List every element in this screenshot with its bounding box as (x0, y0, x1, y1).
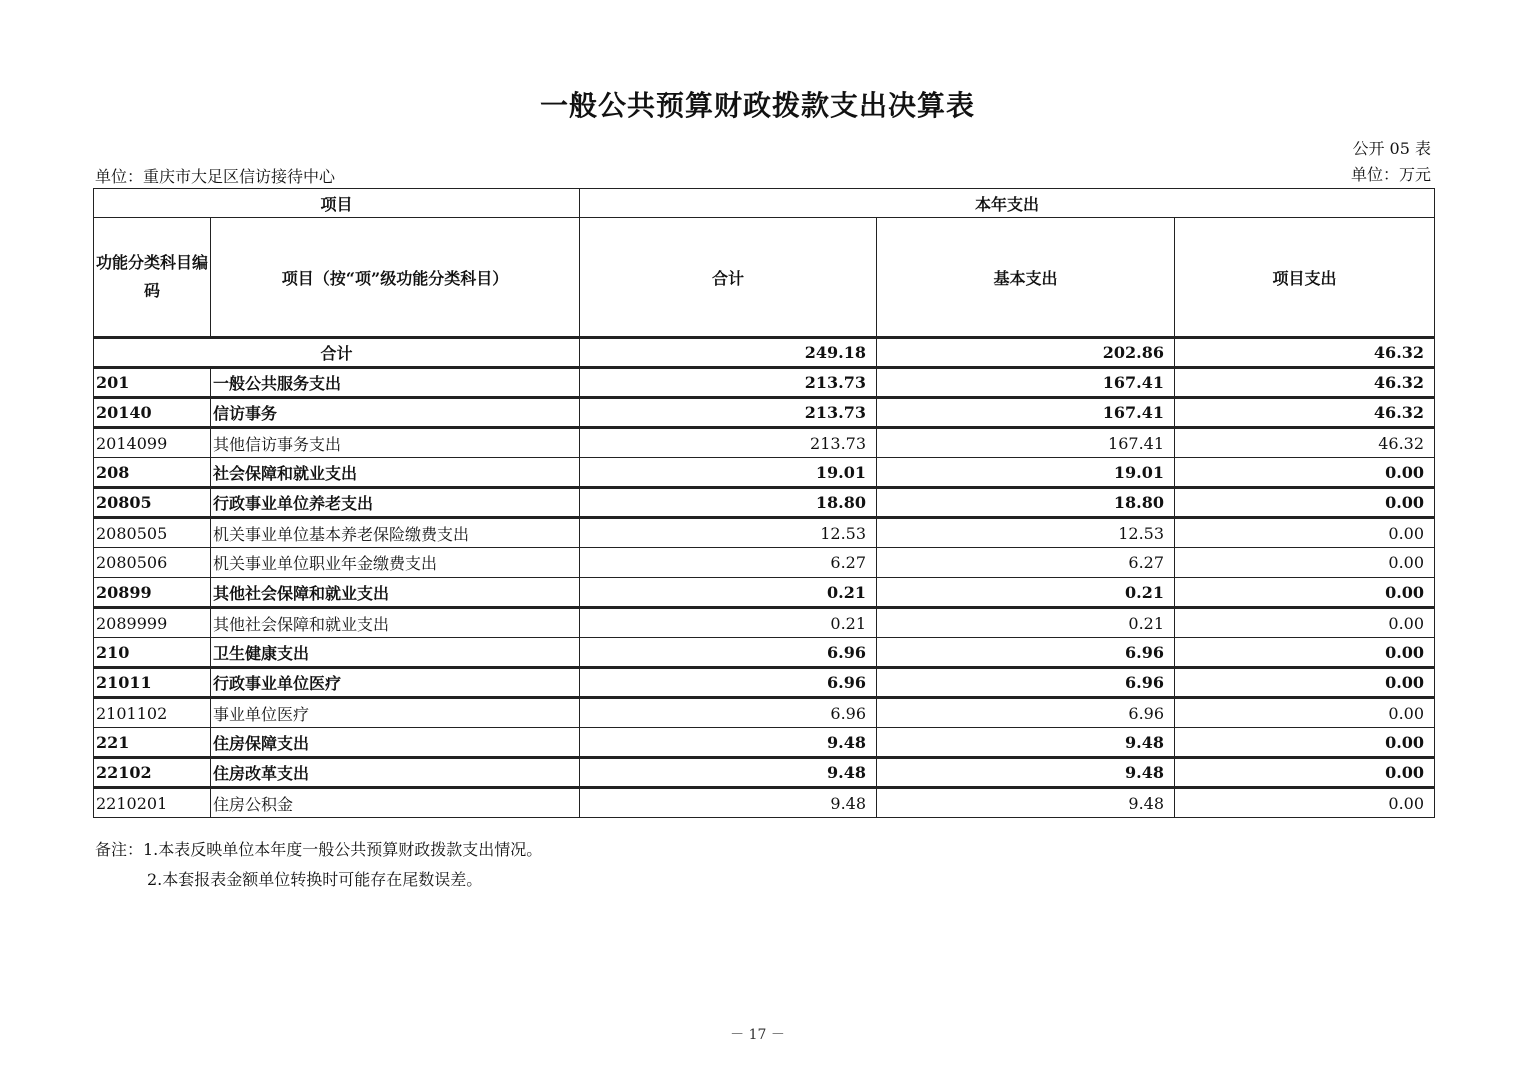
row-code: 201 (94, 368, 211, 398)
unit-currency: 单位：万元 (1350, 165, 1431, 184)
row-total: 9.48 (580, 788, 877, 818)
row-project: 46.32 (1175, 398, 1435, 428)
row-total: 0.21 (580, 608, 877, 638)
header-basic: 基本支出 (877, 218, 1175, 338)
row-name: 行政事业单位养老支出 (211, 488, 580, 518)
total-row (94, 338, 1435, 368)
row-project: 0.00 (1175, 488, 1435, 518)
row-name: 信访事务 (211, 398, 580, 428)
row-total: 213.73 (580, 368, 877, 398)
row-basic: 9.48 (877, 728, 1175, 758)
expenditure-table (93, 188, 1435, 818)
row-code: 2210201 (94, 788, 211, 818)
table-id-label: 公开 05 表 (1352, 139, 1431, 158)
row-code: 2089999 (94, 608, 211, 638)
row-project: 0.00 (1175, 638, 1435, 668)
row-total: 6.96 (580, 668, 877, 698)
row-project: 0.00 (1175, 758, 1435, 788)
total-basic: 202.86 (877, 338, 1175, 368)
table-row (94, 578, 1435, 608)
row-total: 6.27 (580, 548, 877, 578)
header-annual-expenditure: 本年支出 (580, 189, 1435, 218)
table-row (94, 758, 1435, 788)
page-title: 一般公共预算财政拨款支出决算表 (539, 89, 975, 122)
table-row (94, 368, 1435, 398)
table-row (94, 698, 1435, 728)
row-code: 2080505 (94, 518, 211, 548)
row-project: 0.00 (1175, 728, 1435, 758)
table-row (94, 428, 1435, 458)
header-item: 项目（按“项”级功能分类科目） (211, 218, 580, 338)
row-total: 9.48 (580, 728, 877, 758)
row-total: 6.96 (580, 638, 877, 668)
page-number: － 17 － (730, 1027, 785, 1043)
header-total: 合计 (580, 218, 877, 338)
row-code: 210 (94, 638, 211, 668)
row-basic: 167.41 (877, 428, 1175, 458)
row-name: 住房改革支出 (211, 758, 580, 788)
row-code: 2080506 (94, 548, 211, 578)
row-basic: 6.96 (877, 638, 1175, 668)
row-project: 0.00 (1175, 578, 1435, 608)
table-row (94, 638, 1435, 668)
row-code: 208 (94, 458, 211, 488)
header-project-expenditure: 项目支出 (1175, 218, 1435, 338)
row-project: 0.00 (1175, 788, 1435, 818)
row-basic: 19.01 (877, 458, 1175, 488)
row-name: 住房保障支出 (211, 728, 580, 758)
table-row (94, 488, 1435, 518)
row-name: 事业单位医疗 (211, 698, 580, 728)
note-line-1: 备注：1.本表反映单位本年度一般公共预算财政拨款支出情况。 (95, 840, 543, 859)
row-basic: 6.96 (877, 698, 1175, 728)
table-row (94, 458, 1435, 488)
unit-organization: 单位：重庆市大足区信访接待中心 (95, 167, 336, 186)
row-basic: 167.41 (877, 398, 1175, 428)
total-sum: 249.18 (580, 338, 877, 368)
note-line-2: 2.本套报表金额单位转换时可能存在尾数误差。 (147, 870, 483, 889)
row-project: 0.00 (1175, 548, 1435, 578)
row-name: 住房公积金 (211, 788, 580, 818)
row-name: 其他信访事务支出 (211, 428, 580, 458)
row-total: 0.21 (580, 578, 877, 608)
table-row (94, 788, 1435, 818)
row-basic: 6.27 (877, 548, 1175, 578)
row-total: 19.01 (580, 458, 877, 488)
row-name: 一般公共服务支出 (211, 368, 580, 398)
row-project: 0.00 (1175, 518, 1435, 548)
row-name: 机关事业单位职业年金缴费支出 (211, 548, 580, 578)
table-row (94, 548, 1435, 578)
row-name: 行政事业单位医疗 (211, 668, 580, 698)
row-project: 0.00 (1175, 608, 1435, 638)
row-basic: 18.80 (877, 488, 1175, 518)
row-project: 0.00 (1175, 698, 1435, 728)
row-code: 22102 (94, 758, 211, 788)
row-name: 机关事业单位基本养老保险缴费支出 (211, 518, 580, 548)
row-name: 其他社会保障和就业支出 (211, 578, 580, 608)
row-code: 20140 (94, 398, 211, 428)
table-row (94, 398, 1435, 428)
total-project: 46.32 (1175, 338, 1435, 368)
row-project: 46.32 (1175, 368, 1435, 398)
row-total: 9.48 (580, 758, 877, 788)
row-total: 6.96 (580, 698, 877, 728)
row-code: 20805 (94, 488, 211, 518)
row-project: 0.00 (1175, 458, 1435, 488)
row-code: 2101102 (94, 698, 211, 728)
row-name: 卫生健康支出 (211, 638, 580, 668)
row-code: 2014099 (94, 428, 211, 458)
row-basic: 0.21 (877, 578, 1175, 608)
row-basic: 9.48 (877, 758, 1175, 788)
row-total: 213.73 (580, 398, 877, 428)
table-row (94, 518, 1435, 548)
row-name: 其他社会保障和就业支出 (211, 608, 580, 638)
row-basic: 6.96 (877, 668, 1175, 698)
row-basic: 9.48 (877, 788, 1175, 818)
row-basic: 0.21 (877, 608, 1175, 638)
header-code: 功能分类科目编码 (94, 218, 211, 338)
table-row (94, 608, 1435, 638)
row-code: 221 (94, 728, 211, 758)
table-row (94, 728, 1435, 758)
row-name: 社会保障和就业支出 (211, 458, 580, 488)
row-total: 213.73 (580, 428, 877, 458)
row-project: 0.00 (1175, 668, 1435, 698)
notes (95, 835, 542, 895)
row-total: 18.80 (580, 488, 877, 518)
row-total: 12.53 (580, 518, 877, 548)
header-project: 项目 (94, 189, 580, 218)
row-project: 46.32 (1175, 428, 1435, 458)
row-code: 20899 (94, 578, 211, 608)
total-label: 合计 (94, 338, 580, 368)
row-code: 21011 (94, 668, 211, 698)
table-row (94, 668, 1435, 698)
row-basic: 12.53 (877, 518, 1175, 548)
row-basic: 167.41 (877, 368, 1175, 398)
